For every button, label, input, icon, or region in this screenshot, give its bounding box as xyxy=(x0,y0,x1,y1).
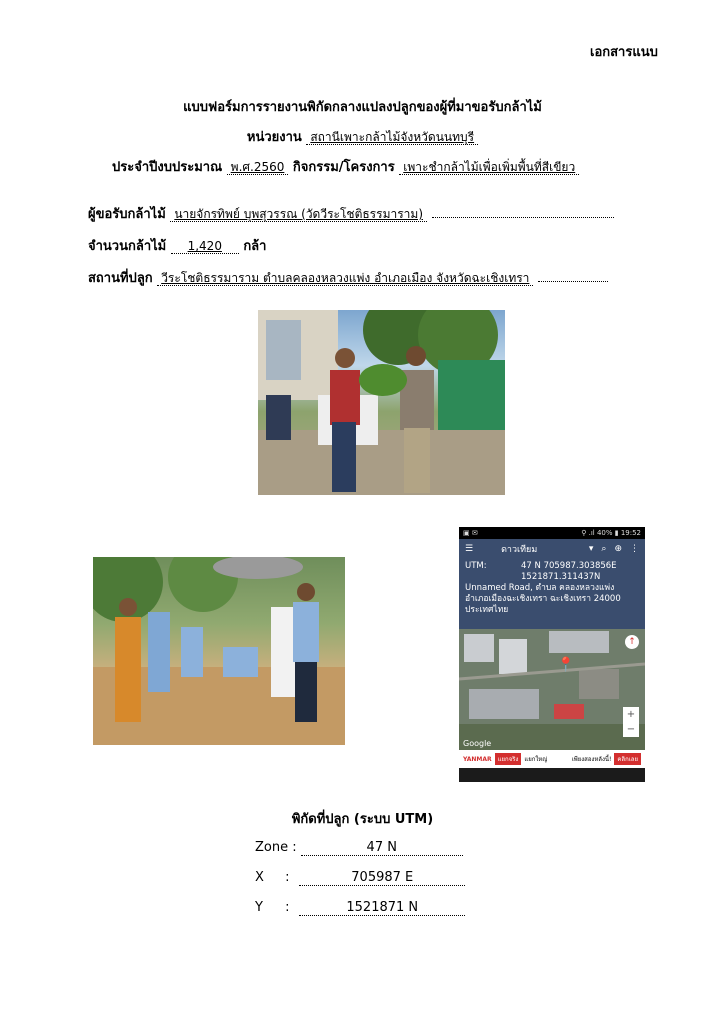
chevron-down-icon: ▾ xyxy=(588,544,594,554)
more-icon[interactable]: ⋮ xyxy=(630,544,639,554)
utm-label: UTM: xyxy=(465,561,487,571)
utm-row xyxy=(465,561,639,572)
phone-map-screenshot xyxy=(459,527,645,782)
amount-line xyxy=(88,235,266,256)
ad-click-button[interactable]: คลิกเลย xyxy=(614,753,641,765)
place-line xyxy=(88,267,608,288)
menu-icon[interactable]: ☰ xyxy=(465,544,474,554)
status-icons-right: ⚲ .ıl 40% ▮ 19:52 xyxy=(581,529,641,537)
search-icon[interactable]: ⌕ xyxy=(601,544,607,554)
utm-info-panel xyxy=(459,559,645,629)
unit-value: สถานีเพาะกล้าไม้จังหวัดนนทบุรี xyxy=(306,130,478,145)
y-row xyxy=(255,900,465,916)
dotted-leader xyxy=(432,205,614,218)
google-logo: Google xyxy=(463,739,492,748)
utm-northing: 1521871.311437N xyxy=(521,572,601,582)
y-label: Y xyxy=(255,900,263,915)
coordinates-title: พิกัดที่ปลูก (ระบบ UTM) xyxy=(291,812,434,827)
utm-easting: 47 N 705987.303856E xyxy=(521,561,617,571)
zone-row xyxy=(255,840,463,856)
ad-brand: YANMAR xyxy=(463,755,492,763)
amount-value: 1,420 xyxy=(171,239,239,254)
map-pin-icon: 📍 xyxy=(557,657,575,673)
fiscal-value: พ.ศ.2560 xyxy=(227,160,289,175)
ad-banner[interactable] xyxy=(459,750,645,768)
zoom-out-icon[interactable]: − xyxy=(626,724,636,735)
recipient-value: นายจักรทิพย์ บุพสุวรรณ (วัดวีระโชติธรรมาราม) xyxy=(170,207,427,222)
zone-value: 47 N xyxy=(301,840,463,856)
compass-icon[interactable]: ↑ xyxy=(625,635,639,649)
unit-line xyxy=(0,126,725,147)
y-separator: : xyxy=(285,900,290,915)
recipient-line xyxy=(88,203,614,224)
fiscal-label: ประจำปีงบประมาณ xyxy=(112,160,223,175)
status-icons-left: ▣ ✉ xyxy=(463,529,478,537)
ad-text-3: เพียงสองหลังนี้! xyxy=(571,756,612,763)
place-value: วีระโชติธรรมาราม ตำบลคลองหลวงแพ่ง อำเภอเมือง จังหวัดฉะเชิงเทรา xyxy=(157,271,533,286)
activity-label: กิจกรรม/โครงการ xyxy=(292,160,395,175)
satellite-map[interactable] xyxy=(459,629,645,750)
place-label: สถานที่ปลูก xyxy=(88,271,153,286)
planting-ceremony-photo xyxy=(93,557,345,745)
ad-text-1: แยกจริง xyxy=(495,753,522,765)
amount-unit: กล้า xyxy=(243,239,267,254)
amount-label: จำนวนกล้าไม้ xyxy=(88,239,167,254)
dotted-leader xyxy=(538,269,608,282)
activity-value: เพาะชำกล้าไม้เพื่อเพิ่มพื้นที่สีเขียว xyxy=(399,160,579,175)
locate-icon[interactable]: ⊕ xyxy=(614,544,622,554)
fiscal-line xyxy=(112,156,579,177)
x-row xyxy=(255,870,465,886)
x-label: X xyxy=(255,870,264,885)
unit-label: หน่วยงาน xyxy=(246,130,302,145)
ad-text-2: แยกใหญ่ xyxy=(524,756,548,763)
map-type-select[interactable]: ดาวเทียม xyxy=(501,545,538,555)
zoom-in-icon[interactable]: + xyxy=(626,709,636,720)
x-separator: : xyxy=(285,870,290,885)
x-value: 705987 E xyxy=(299,870,465,886)
utm-address: Unnamed Road, ตำบล คลองหลวงแพ่ง อำเภอเมืองฉะเชิงเทรา ฉะเชิงเทรา 24000 ประเทศไทย xyxy=(465,583,621,615)
seedling-handover-photo xyxy=(258,310,505,495)
form-title: แบบฟอร์มการรายงานพิกัดกลางแปลงปลูกของผู้ที่มาขอรับกล้าไม้ xyxy=(183,100,542,115)
phone-status-bar xyxy=(459,527,645,539)
zoom-controls[interactable] xyxy=(623,707,639,737)
attachment-label: เอกสารแนบ xyxy=(590,45,658,60)
zone-label: Zone : xyxy=(255,840,297,855)
y-value: 1521871 N xyxy=(299,900,465,916)
phone-toolbar xyxy=(459,539,645,559)
recipient-label: ผู้ขอรับกล้าไม้ xyxy=(88,207,166,222)
